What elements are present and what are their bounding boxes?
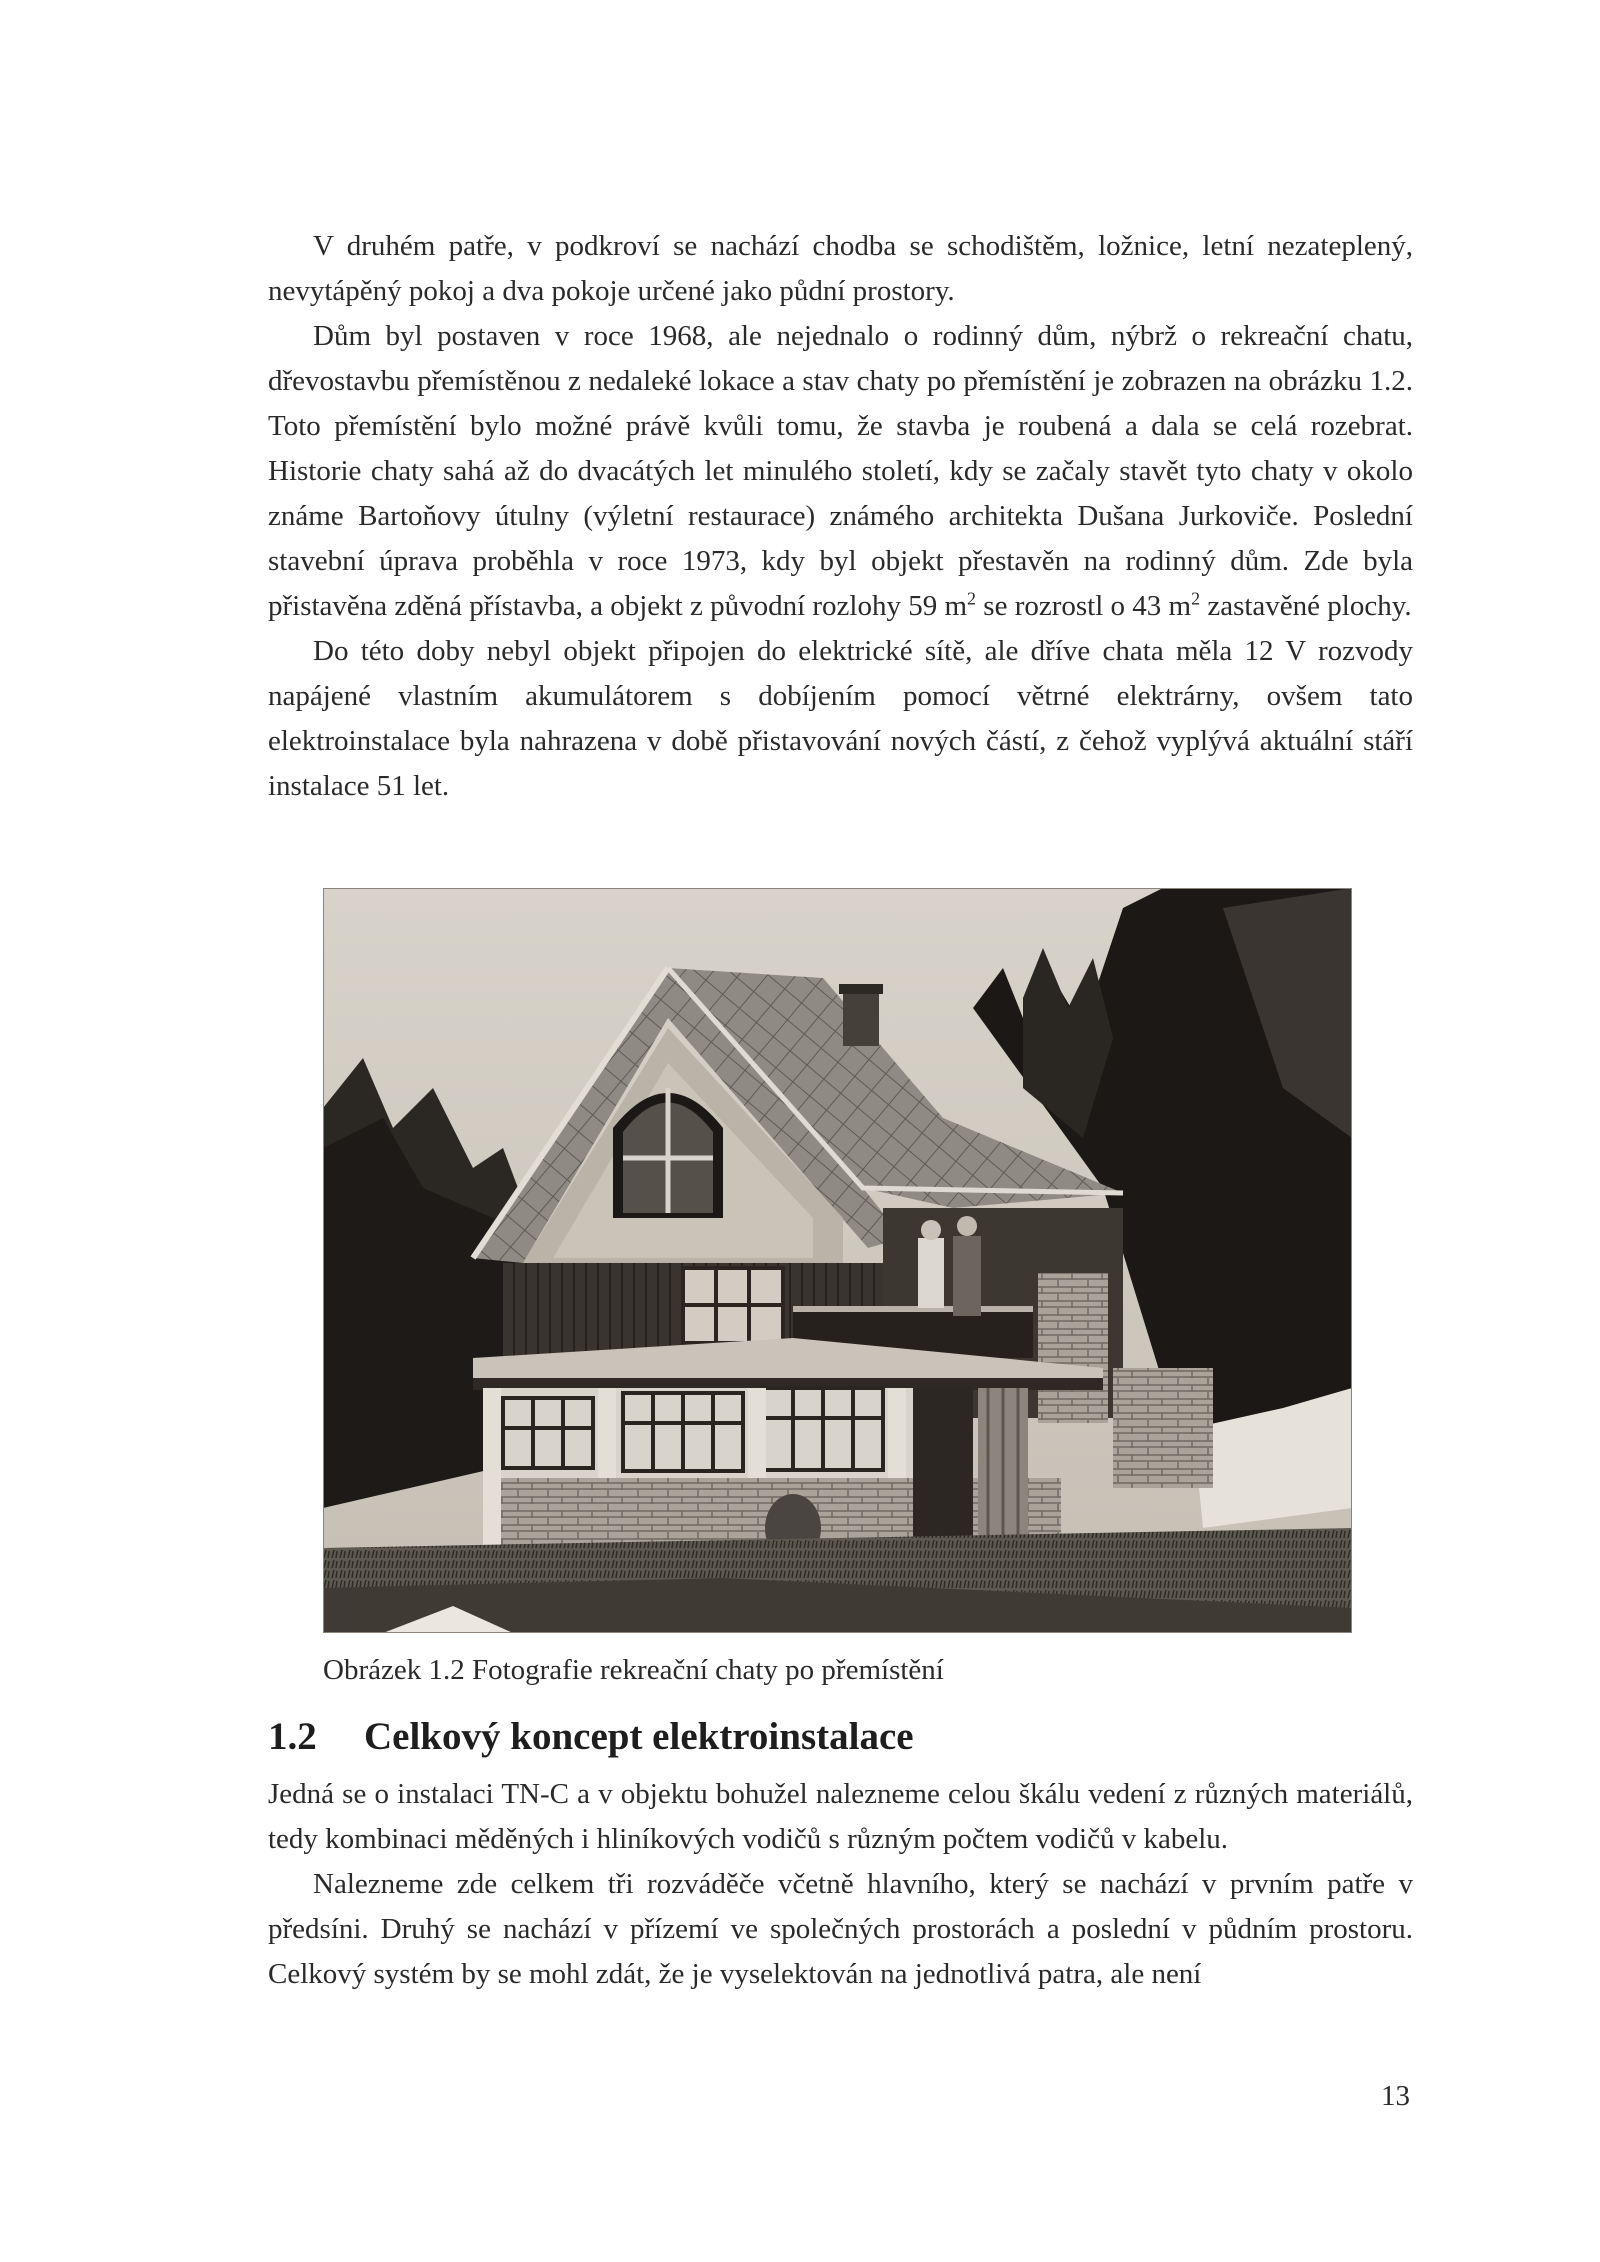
paragraph: V druhém patře, v podkroví se nachází chodba se schodištěm, ložnice, letní nezateplený, nevytápěný pokoj a dva pokoje určené jako půdní prostory. [268,230,1413,307]
body-text-top [268,224,1413,809]
section-title: Celkový koncept elektroinstalace [364,1715,914,1758]
body-text-bottom [268,1772,1413,1997]
paragraph: Jedná se o instalaci TN-C a v objektu bohužel nalezneme celou škálu vedení z různých materiálů, tedy kombinaci měděných i hliníkových vodičů s různým počtem vodičů v kabelu. [268,1778,1413,1855]
paragraph: Do této doby nebyl objekt připojen do elektrické sítě, ale dříve chata měla 12 V rozvody napájené vlastním akumulátorem s dobíjením pomocí větrné elektrárny, ovšem tato elektroinstalace byla nahrazena v době přistavování nových částí, z čehož vyplývá aktuální stáří instalace 51 let. [268,635,1413,802]
paragraph: Nalezneme zde celkem tři rozváděče včetně hlavního, který se nachází v prvním patře v předsíni. Druhý se nachází v přízemí ve společných prostorách a poslední v půdním prostoru. Celkový systém by se mohl zdát, že je vyselektován na jednotlivá patra, ale není [268,1868,1413,1990]
figure-caption: Obrázek 1.2 Fotografie rekreační chaty po přemístění [323,1654,944,1686]
page-number: 13 [1381,2080,1410,2112]
photo-cottage [323,888,1352,1633]
paragraph: Dům byl postaven v roce 1968, ale nejednalo o rodinný dům, nýbrž o rekreační chatu, dřevostavbu přemístěnou z nedaleké lokace a stav chaty po přemístění je zobrazen na obrázku 1.2. Toto přemístění bylo možné právě kvůli tomu, že stavba je roubená a dala se celá rozebrat. Historie chaty sahá až do dvacátých let minulého století, kdy se začaly stavět tyto chaty v okolo známe Bartoňovy útulny (výletní restaurace) známého architekta Dušana Jurkoviče. Poslední stavební úprava proběhla v roce 1973, kdy byl objekt přestavěn na rodinný dům. Zde byla přistavěna zděná přístavba, a objekt z původní rozlohy 59 $m^2$ se rozrostl o 43 $m^2$ zastavěné plochy. [268,320,1413,622]
section-number: 1.2 [268,1715,317,1758]
section-heading [268,1712,914,1762]
